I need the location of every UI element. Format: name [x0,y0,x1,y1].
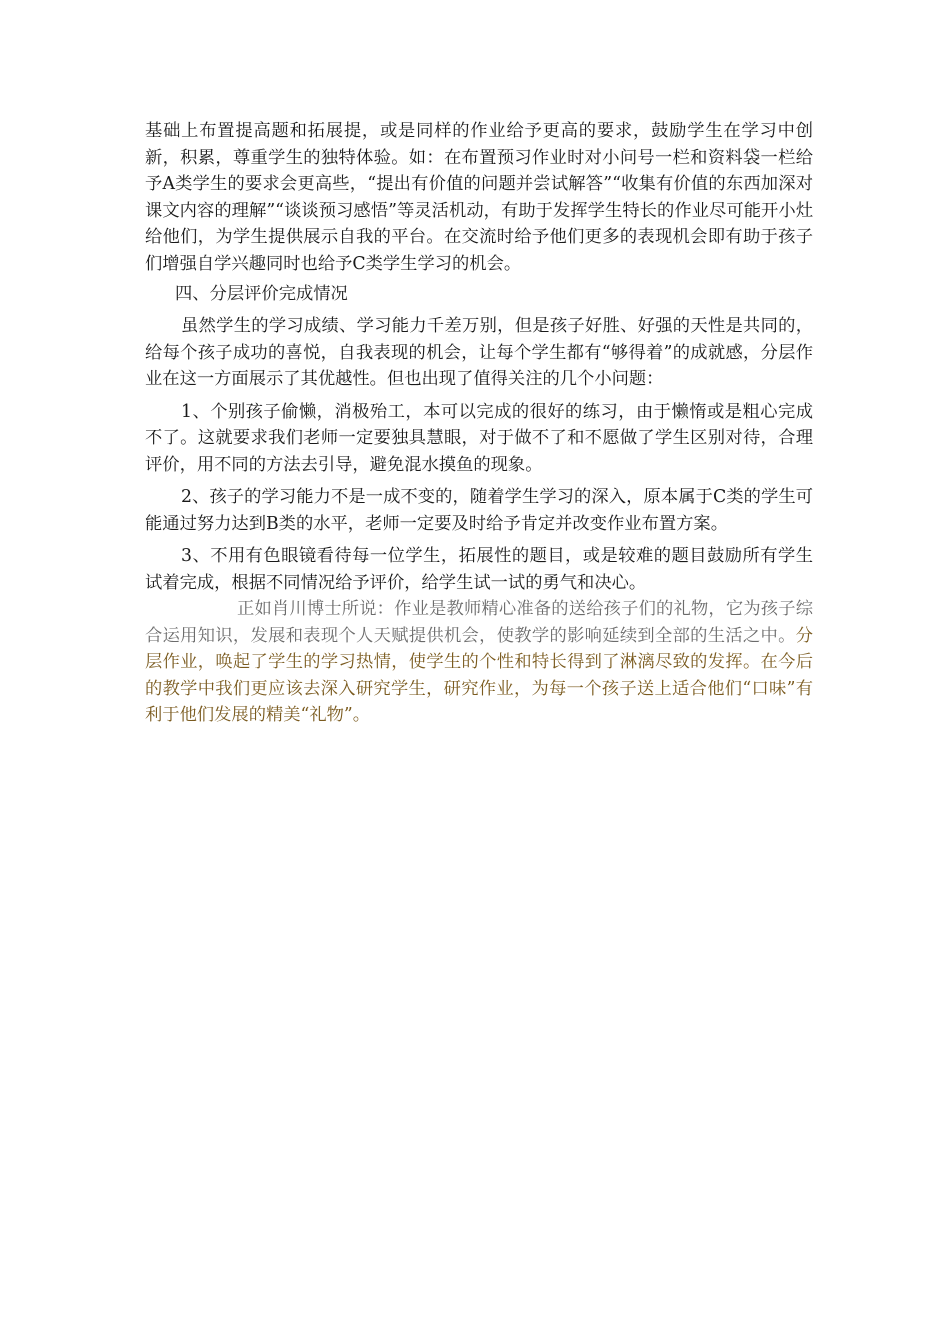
section-paragraph: 虽然学生的学习成绩、学习能力千差万别，但是孩子好胜、好强的天性是共同的，给每个孩子成功的喜悦，自我表现的机会，让每个学生都有“够得着”的成就感，分层作业在这一方面展示了其优越性。但也出现了值得关注的几个小问题： [145,316,813,389]
intro-paragraph: 基础上布置提高题和拓展提，或是同样的作业给予更高的要求，鼓励学生在学习中创新，积累，尊重学生的独特体验。如：在布置预习作业时对小问号一栏和资料袋一栏给予A类学生的要求会更高些，“提出有价值的问题并尝试解答”“收集有价值的东西加深对课文内容的理解”“谈谈预习感悟”等灵活机动，有助于发挥学生特长的作业尽可能开小灶给他们，为学生提供展示自我的平台。在交流时给予他们更多的表现机会即有助于孩子们增强自学兴趣同时也给予C类学生学习的机会。 [145,121,813,274]
list-item-2: 2、孩子的学习能力不是一成不变的，随着学生学习的深入，原本属于C类的学生可能通过努力达到B类的水平，老师一定要及时给予肯定并改变作业布置方案。 [145,487,813,534]
conclusion-paragraph [145,596,813,729]
conclusion-summary: 分层作业，唤起了学生的学习热情，使学生的个性和特长得到了淋漓尽致的发挥。在今后的教学中我们更应该去深入研究学生，研究作业，为每一个孩子送上适合他们“口味”有利于他们发展的精美“礼物”。 [145,625,813,725]
document-page [145,118,813,729]
conclusion-quote: 正如肖川博士所说：作业是教师精心准备的送给孩子们的礼物，它为孩子综合运用知识，发展和表现个人天赋提供机会，使教学的影响延续到全部的生活之中。 [145,599,813,646]
list-item-1: 1、个别孩子偷懒，消极殆工，本可以完成的很好的练习，由于懒惰或是粗心完成不了。这就要求我们老师一定要独具慧眼，对于做不了和不愿做了学生区别对待，合理评价，用不同的方法去引导，避免混水摸鱼的现象。 [145,401,813,475]
list-item-3: 3、不用有色眼镜看待每一位学生，拓展性的题目，或是较难的题目鼓励所有学生试着完成，根据不同情况给予评价，给学生试一试的勇气和决心。 [145,546,813,593]
section-heading: 四、分层评价完成情况 [175,284,348,304]
